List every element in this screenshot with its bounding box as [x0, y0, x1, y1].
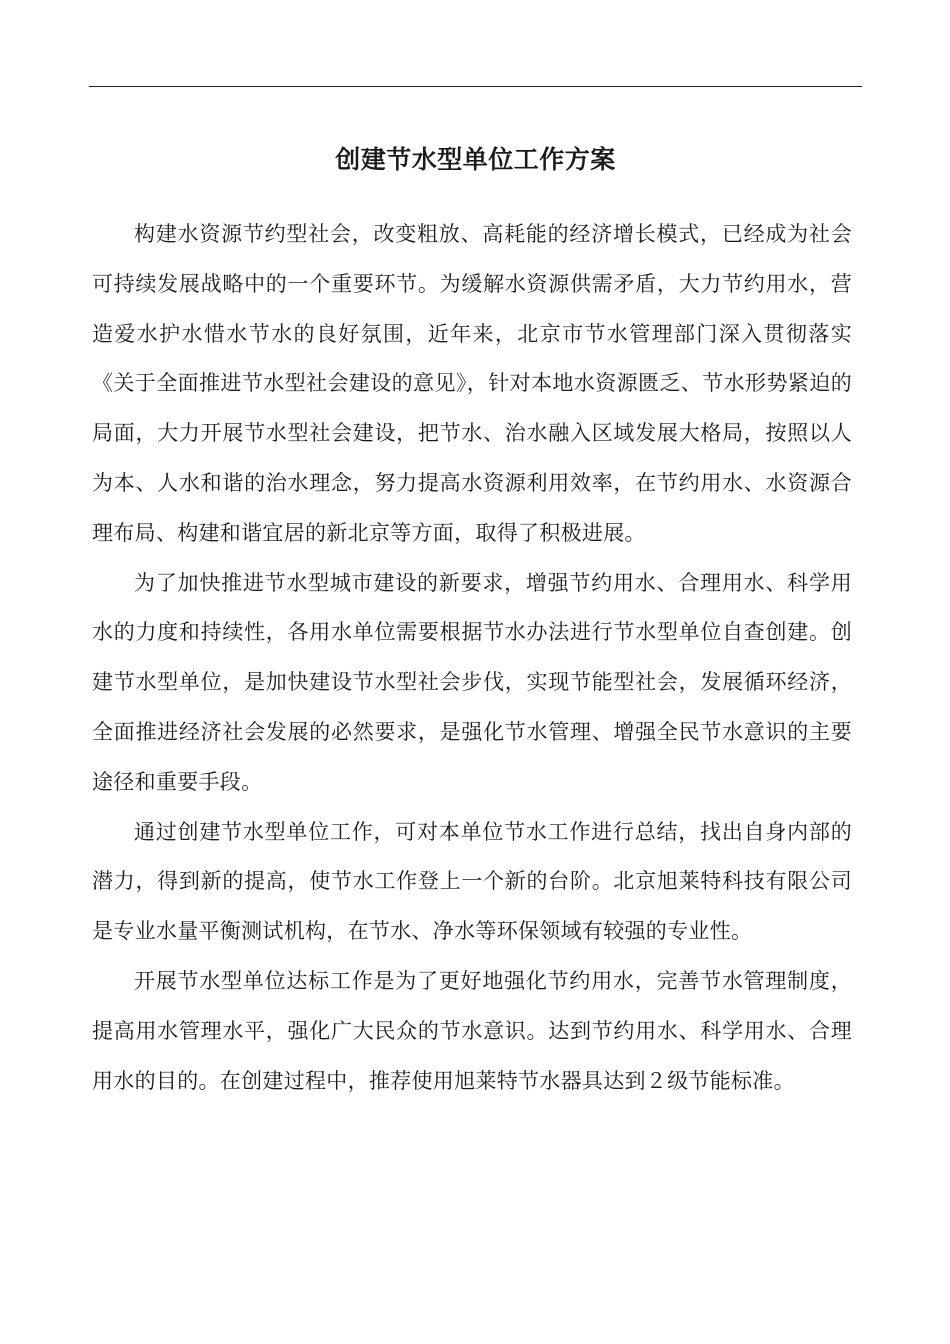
header-rule	[89, 86, 862, 87]
document-body	[92, 210, 852, 1106]
paragraph-3: 通过创建节水型单位工作，可对本单位节水工作进行总结，找出自身内部的潜力，得到新的提高，使节水工作登上一个新的台阶。北京旭莱特科技有限公司是专业水量平衡测试机构，在节水、净水等环保领域有较强的专业性。	[92, 819, 852, 944]
paragraph-1: 构建水资源节约型社会，改变粗放、高耗能的经济增长模式，已经成为社会可持续发展战略中的一个重要环节。为缓解水资源供需矛盾，大力节约用水，营造爱水护水惜水节水的良好氛围，近年来，北京市节水管理部门深入贯彻落实《关于全面推进节水型社会建设的意见》，针对本地水资源匮乏、节水形势紧迫的局面，大力开展节水型社会建设，把节水、治水融入区域发展大格局，按照以人为本、人水和谐的治水理念，努力提高水资源利用效率，在节约用水、水资源合理布局、构建和谐宜居的新北京等方面，取得了积极进展。	[92, 222, 852, 545]
document-title: 创建节水型单位工作方案	[335, 145, 616, 174]
paragraph-4: 开展节水型单位达标工作是为了更好地强化节约用水，完善节水管理制度，提高用水管理水平，强化广大民众的节水意识。达到节约用水、科学用水、合理用水的目的。在创建过程中，推荐使用旭莱特节水器具达到２级节能标准。	[92, 968, 852, 1093]
paragraph-2: 为了加快推进节水型城市建设的新要求，增强节约用水、合理用水、科学用水的力度和持续性，各用水单位需要根据节水办法进行节水型单位自查创建。创建节水型单位，是加快建设节水型社会步伐，实现节能型社会，发展循环经济，全面推进经济社会发展的必然要求，是强化节水管理、增强全民节水意识的主要途径和重要手段。	[92, 570, 852, 794]
